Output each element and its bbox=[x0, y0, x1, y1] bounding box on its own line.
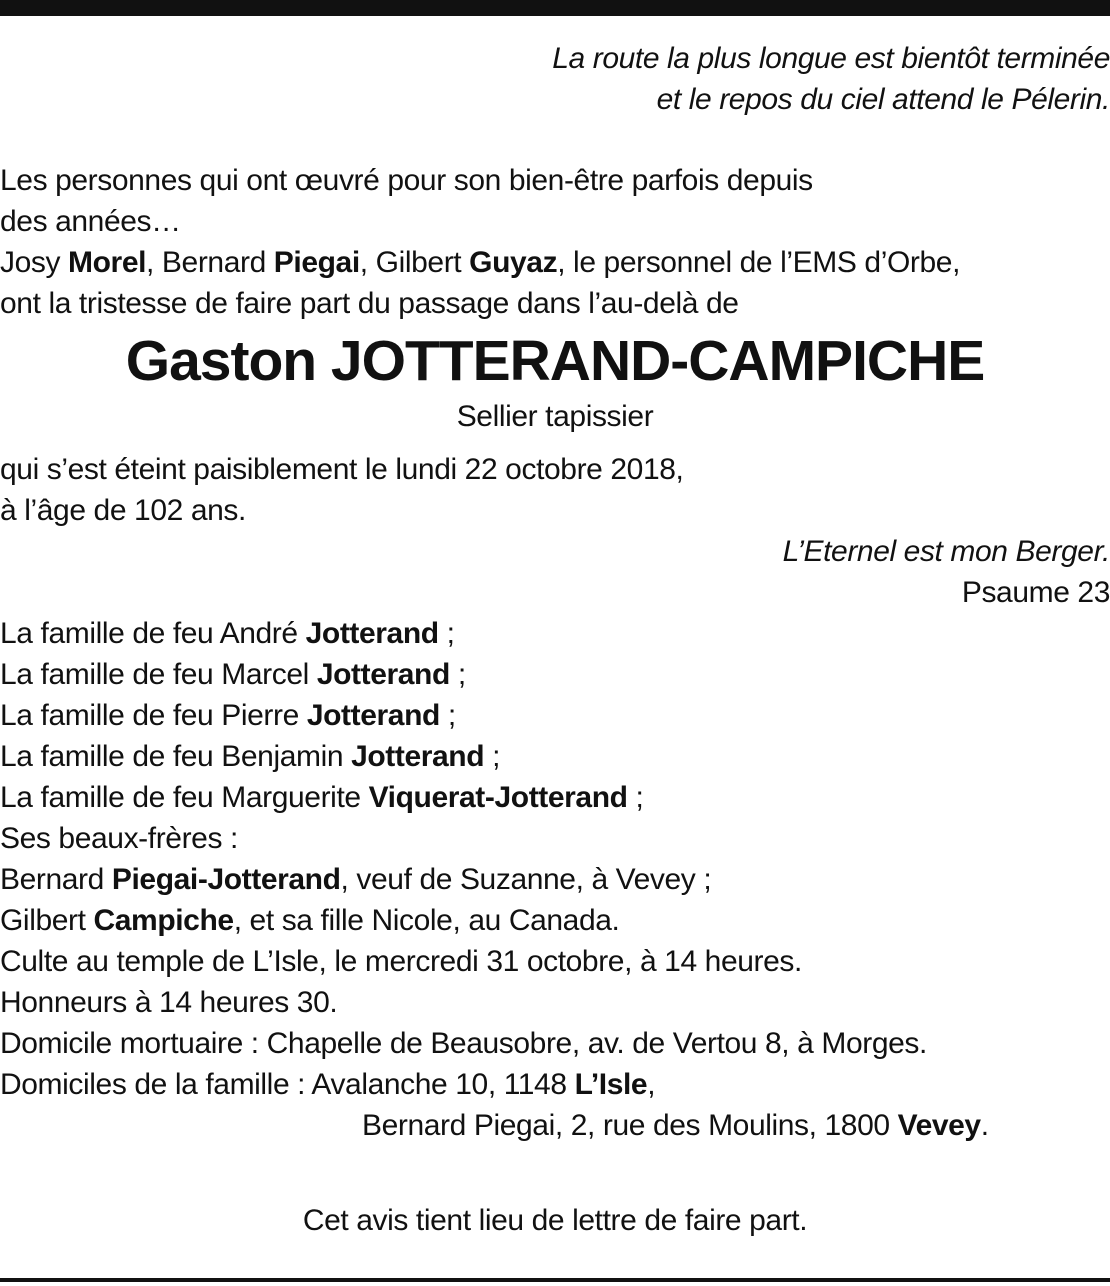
address-line-2 bbox=[0, 1105, 1110, 1146]
intro-line-2: des années… bbox=[0, 205, 181, 238]
address-text: Domiciles de la famille : Avalanche 10, 1148 bbox=[0, 1068, 575, 1101]
family-name: Viquerat-Jotterand bbox=[368, 781, 628, 814]
signer-sep: , le personnel de l’EMS d’Orbe, bbox=[557, 246, 960, 279]
signer-last: Piegai bbox=[273, 246, 360, 279]
address-punct: . bbox=[980, 1109, 989, 1142]
verse-reference: Psaume 23 bbox=[961, 576, 1110, 609]
family-suffix: ; bbox=[449, 658, 466, 691]
family-prefix: La famille de feu Marguerite bbox=[0, 781, 369, 814]
family-prefix: La famille de feu Pierre bbox=[0, 699, 307, 732]
epigraph-line-2: et le repos du ciel attend le Pélerin. bbox=[656, 83, 1110, 116]
in-law-suffix: , veuf de Suzanne, à Vevey ; bbox=[340, 863, 712, 896]
in-law-suffix: , et sa fille Nicole, au Canada. bbox=[233, 904, 620, 937]
signer-sep: , bbox=[146, 246, 162, 279]
family-prefix: La famille de feu Benjamin bbox=[0, 740, 352, 773]
obituary-notice bbox=[0, 38, 1110, 1241]
death-line-2: à l’âge de 102 ans. bbox=[0, 494, 246, 527]
in-law-prefix: Bernard bbox=[0, 863, 112, 896]
signer-last: Guyaz bbox=[469, 246, 558, 279]
family-name: Jotterand bbox=[306, 699, 440, 732]
signer-sep: , bbox=[359, 246, 376, 279]
in-law-prefix: Gilbert bbox=[0, 904, 94, 937]
address-line-1 bbox=[0, 1064, 1110, 1105]
epigraph-line-1: La route la plus longue est bientôt terminée bbox=[552, 42, 1110, 75]
family-line bbox=[0, 613, 1110, 654]
service-line-1: Culte au temple de L’Isle, le mercredi 31 octobre, à 14 heures. bbox=[0, 945, 802, 978]
signers-line bbox=[0, 242, 1110, 283]
signer-last: Morel bbox=[68, 246, 147, 279]
address-town: Vevey bbox=[897, 1109, 981, 1142]
family-prefix: La famille de feu Marcel bbox=[0, 658, 317, 691]
family-line bbox=[0, 654, 1110, 695]
in-law-name: Piegai-Jotterand bbox=[111, 863, 341, 896]
family-line bbox=[0, 736, 1110, 777]
family-name: Jotterand bbox=[316, 658, 450, 691]
death-line-1: qui s’est éteint paisiblement le lundi 22 octobre 2018, bbox=[0, 453, 684, 486]
family-line bbox=[0, 695, 1110, 736]
family-name: Jotterand bbox=[351, 740, 485, 773]
deceased-name: Gaston JOTTERAND-CAMPICHE bbox=[125, 329, 985, 393]
intro-line-1: Les personnes qui ont œuvré pour son bien-être parfois depuis bbox=[0, 164, 813, 197]
in-law-line bbox=[0, 859, 1110, 900]
address-text: Bernard Piegai, 2, rue des Moulins, 1800 bbox=[362, 1109, 898, 1142]
address-town: L’Isle bbox=[574, 1068, 648, 1101]
in-law-name: Campiche bbox=[93, 904, 234, 937]
signer-first: Gilbert bbox=[375, 246, 470, 279]
bottom-rule bbox=[0, 1278, 1110, 1282]
top-rule bbox=[0, 0, 1110, 16]
service-line-2: Honneurs à 14 heures 30. bbox=[0, 986, 338, 1019]
family-suffix: ; bbox=[439, 699, 456, 732]
closing-note: Cet avis tient lieu de lettre de faire part. bbox=[302, 1204, 808, 1237]
verse-text: L’Eternel est mon Berger. bbox=[782, 535, 1110, 568]
deceased-profession: Sellier tapissier bbox=[456, 400, 654, 433]
family-name: Jotterand bbox=[305, 617, 439, 650]
family-suffix: ; bbox=[438, 617, 455, 650]
intro-line-4: ont la tristesse de faire part du passage dans l’au-delà de bbox=[0, 287, 739, 320]
family-suffix: ; bbox=[627, 781, 644, 814]
family-line bbox=[0, 777, 1110, 818]
family-prefix: La famille de feu André bbox=[0, 617, 306, 650]
family-suffix: ; bbox=[484, 740, 501, 773]
in-laws-heading: Ses beaux-frères : bbox=[0, 822, 238, 855]
signer-first: Josy bbox=[0, 246, 69, 279]
signer-first: Bernard bbox=[161, 246, 274, 279]
address-punct: , bbox=[647, 1068, 656, 1101]
in-law-line bbox=[0, 900, 1110, 941]
service-line-3: Domicile mortuaire : Chapelle de Beausobre, av. de Vertou 8, à Morges. bbox=[0, 1027, 927, 1060]
